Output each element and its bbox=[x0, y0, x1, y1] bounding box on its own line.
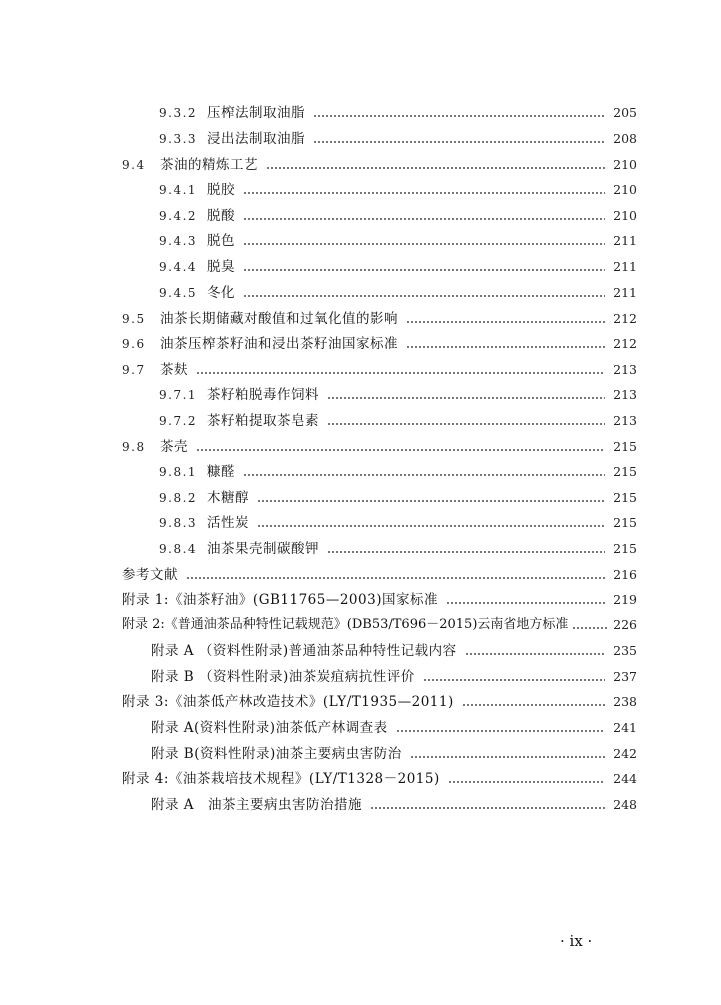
toc-entry-number: 9.8 bbox=[122, 440, 146, 454]
toc-entry-page: 242 bbox=[613, 746, 637, 761]
dot-leader bbox=[313, 141, 605, 143]
toc-entry-title: 冬化 bbox=[207, 285, 235, 301]
toc-entry-page: 215 bbox=[613, 541, 637, 556]
toc-entry-title: 附录 4:《油茶栽培技术规程》(LY/T1328－2015) bbox=[122, 771, 440, 787]
toc-entry-number: 9.6 bbox=[122, 337, 146, 351]
toc-entry[interactable] bbox=[122, 766, 637, 792]
toc-entry[interactable] bbox=[159, 408, 637, 434]
toc-entry-number: 9.4.2 bbox=[159, 209, 198, 223]
toc-entry[interactable] bbox=[122, 434, 637, 460]
toc-entry-title: 压榨法制取油脂 bbox=[207, 105, 305, 121]
toc-entry-page: 215 bbox=[613, 515, 637, 530]
toc-entry-number: 9.4.5 bbox=[159, 286, 198, 300]
toc-entry-title: 脱臭 bbox=[207, 259, 235, 275]
toc-entry[interactable] bbox=[151, 741, 637, 767]
dot-leader bbox=[257, 525, 605, 527]
toc-entry[interactable] bbox=[122, 331, 637, 357]
toc-entry-number: 9.4.3 bbox=[159, 234, 198, 248]
toc-entry-page: 213 bbox=[613, 413, 637, 428]
toc-entry-number: 9.4.4 bbox=[159, 260, 198, 274]
dot-leader bbox=[406, 346, 605, 348]
toc-entry-page: 205 bbox=[613, 105, 637, 120]
toc-entry-page: 211 bbox=[613, 285, 637, 300]
dot-leader bbox=[243, 295, 605, 297]
toc-entry[interactable] bbox=[122, 152, 637, 178]
toc-entry-number: 9.7.2 bbox=[159, 414, 198, 428]
toc-entry[interactable] bbox=[159, 203, 637, 229]
toc-entry-page: 212 bbox=[613, 311, 637, 326]
toc-entry-page: 215 bbox=[613, 490, 637, 505]
toc-entry[interactable] bbox=[151, 715, 637, 741]
dot-leader bbox=[327, 551, 605, 553]
toc-entry-page: 235 bbox=[613, 643, 637, 658]
toc-entry-title: 附录 B(资料性附录)油茶主要病虫害防治 bbox=[151, 746, 402, 762]
toc-entry-page: 208 bbox=[613, 131, 637, 146]
toc-entry-title: 附录 3:《油茶低产林改造技术》(LY/T1935—2011) bbox=[122, 694, 454, 710]
toc-entry-title: 油茶长期储藏对酸值和过氧化值的影响 bbox=[160, 311, 398, 327]
dot-leader bbox=[243, 243, 605, 245]
dot-leader bbox=[257, 500, 605, 502]
toc-entry[interactable] bbox=[159, 485, 637, 511]
dot-leader bbox=[186, 577, 605, 579]
toc-entry-title: 附录 2:《普通油茶品种特性记载规范》(DB53/T696－2015)云南省地方标准 bbox=[122, 617, 569, 632]
toc-entry-page: 241 bbox=[613, 720, 637, 735]
toc-entry[interactable] bbox=[122, 306, 637, 332]
dot-leader bbox=[266, 167, 605, 169]
toc-entry-number: 9.3.2 bbox=[159, 106, 198, 120]
toc-entry-page: 211 bbox=[613, 259, 637, 274]
toc-entry-page: 213 bbox=[613, 362, 637, 377]
toc-entry-number: 9.5 bbox=[122, 312, 146, 326]
toc-entry[interactable] bbox=[122, 689, 637, 715]
toc-entry-page: 215 bbox=[613, 464, 637, 479]
toc-entry-title: 糠醛 bbox=[207, 464, 235, 480]
toc-entry-title: 茶麸 bbox=[160, 362, 188, 378]
toc-entry-number: 9.4.1 bbox=[159, 183, 198, 197]
toc-entry-page: 238 bbox=[613, 694, 637, 709]
toc-entry-title: 附录 B （资料性附录)油茶炭疽病抗性评价 bbox=[151, 669, 415, 685]
toc-entry-page: 248 bbox=[613, 797, 637, 812]
toc-entry[interactable] bbox=[159, 382, 637, 408]
toc-entry-title: 附录 A(资料性附录)油茶低产林调查表 bbox=[151, 720, 388, 736]
dot-leader bbox=[462, 704, 605, 706]
toc-entry-page: 213 bbox=[613, 387, 637, 402]
toc-entry-title: 茶籽粕脱毒作饲料 bbox=[207, 387, 319, 403]
page-number: · ix · bbox=[560, 932, 593, 950]
dot-leader bbox=[243, 218, 605, 220]
dot-leader bbox=[327, 423, 605, 425]
toc-entry[interactable] bbox=[122, 562, 637, 588]
toc-entry-number: 9.8.4 bbox=[159, 542, 198, 556]
toc-entry-title: 附录 A 油茶主要病虫害防治措施 bbox=[151, 797, 363, 813]
toc-entry-page: 210 bbox=[613, 157, 637, 172]
dot-leader bbox=[196, 372, 605, 374]
dot-leader bbox=[572, 627, 607, 629]
toc-entry-title: 茶壳 bbox=[160, 439, 188, 455]
toc-entry-number: 9.8.2 bbox=[159, 491, 198, 505]
toc-entry-page: 237 bbox=[613, 669, 637, 684]
dot-leader bbox=[406, 321, 605, 323]
toc-entry-title: 木糖醇 bbox=[207, 490, 249, 506]
toc-entry[interactable] bbox=[159, 536, 637, 562]
dot-leader bbox=[196, 449, 605, 451]
toc-entry-title: 油茶压榨茶籽油和浸出茶籽油国家标准 bbox=[160, 336, 398, 352]
toc-entry-title: 附录 1:《油茶籽油》(GB11765—2003)国家标准 bbox=[122, 592, 438, 608]
toc-entry[interactable] bbox=[151, 664, 637, 690]
toc-entry-number: 9.3.3 bbox=[159, 132, 198, 146]
toc-entry-page: 219 bbox=[613, 592, 637, 607]
toc-entry[interactable] bbox=[122, 612, 637, 638]
toc-entry-title: 脱酸 bbox=[207, 208, 235, 224]
toc-entry[interactable] bbox=[151, 638, 637, 664]
toc-entry-title: 浸出法制取油脂 bbox=[207, 131, 305, 147]
toc-entry-title: 油茶果壳制碳酸钾 bbox=[207, 541, 319, 557]
dot-leader bbox=[446, 602, 605, 604]
toc-entry-number: 9.7.1 bbox=[159, 388, 198, 402]
toc-entry-title: 脱胶 bbox=[207, 182, 235, 198]
dot-leader bbox=[448, 781, 605, 783]
toc-entry-title: 附录 A （资料性附录)普通油茶品种特性记载内容 bbox=[151, 643, 457, 659]
dot-leader bbox=[423, 679, 605, 681]
toc-entry-page: 216 bbox=[613, 567, 637, 582]
toc-entry-title: 茶油的精炼工艺 bbox=[160, 157, 258, 173]
toc-entry-page: 210 bbox=[613, 208, 637, 223]
toc-entry[interactable] bbox=[159, 126, 637, 152]
toc-entry[interactable] bbox=[159, 177, 637, 203]
dot-leader bbox=[243, 269, 605, 271]
toc-entry-number: 9.7 bbox=[122, 363, 146, 377]
toc-entry-title: 参考文献 bbox=[122, 567, 178, 583]
dot-leader bbox=[410, 756, 605, 758]
dot-leader bbox=[313, 115, 605, 117]
dot-leader bbox=[243, 474, 605, 476]
dot-leader bbox=[370, 807, 605, 809]
toc-entry-page: 226 bbox=[613, 617, 637, 632]
toc-entry[interactable] bbox=[151, 792, 637, 818]
toc-entry[interactable] bbox=[159, 100, 637, 126]
toc-entry-title: 活性炭 bbox=[207, 515, 249, 531]
toc-entry-page: 210 bbox=[613, 182, 637, 197]
toc-entry[interactable] bbox=[122, 587, 637, 613]
toc-entry-page: 244 bbox=[613, 771, 637, 786]
toc-entry[interactable] bbox=[159, 254, 637, 280]
toc-entry-number: 9.8.1 bbox=[159, 465, 198, 479]
toc-entry[interactable] bbox=[159, 510, 637, 536]
toc-entry-title: 茶籽粕提取茶皂素 bbox=[207, 413, 319, 429]
toc-entry-title: 脱色 bbox=[207, 233, 235, 249]
dot-leader bbox=[396, 730, 605, 732]
toc-entry-page: 212 bbox=[613, 336, 637, 351]
toc-entry[interactable] bbox=[159, 459, 637, 485]
dot-leader bbox=[327, 397, 605, 399]
dot-leader bbox=[465, 653, 605, 655]
toc-entry[interactable] bbox=[159, 280, 637, 306]
dot-leader bbox=[243, 192, 605, 194]
toc-entry-number: 9.4 bbox=[122, 158, 146, 172]
toc-entry-page: 211 bbox=[613, 233, 637, 248]
toc-entry[interactable] bbox=[122, 357, 637, 383]
toc-entry-number: 9.8.3 bbox=[159, 516, 198, 530]
toc-entry[interactable] bbox=[159, 228, 637, 254]
toc-entry-page: 215 bbox=[613, 439, 637, 454]
